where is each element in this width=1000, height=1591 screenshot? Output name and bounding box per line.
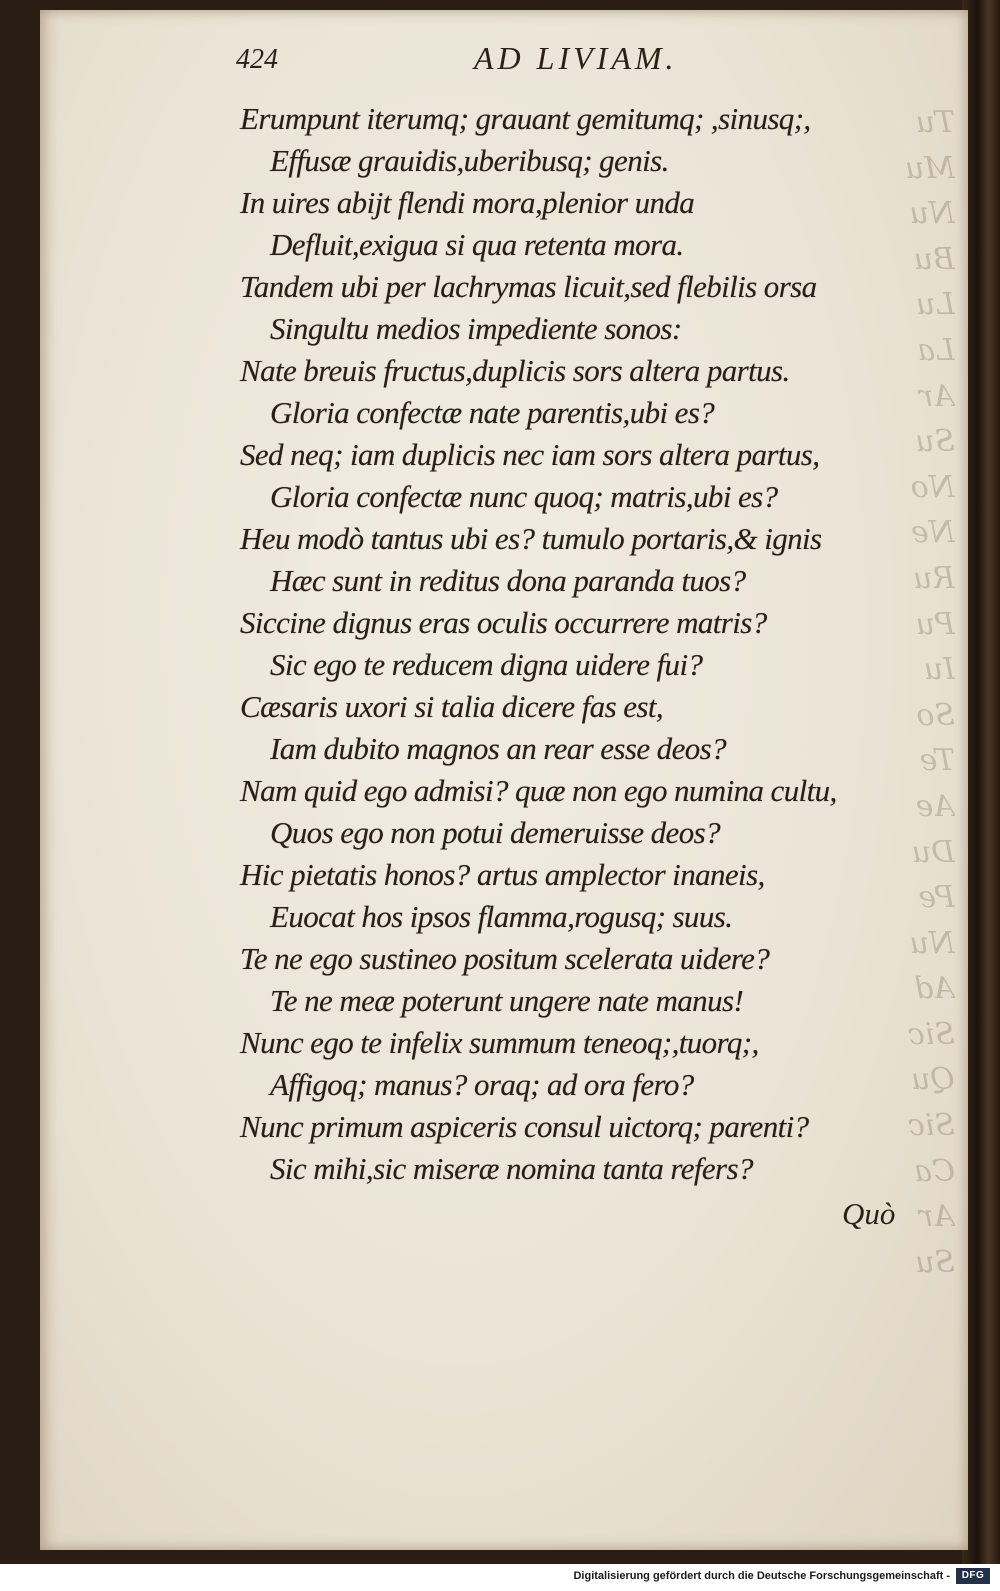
facing-page-fragment: Sic [908, 1016, 955, 1052]
facing-page-fragment: Ru [913, 560, 955, 596]
facing-page-fragment: Ad [914, 971, 955, 1007]
poem-line: Sed neq; iam duplicis nec iam sors altera partus, [240, 437, 820, 472]
facing-page-fragment: Tu [915, 105, 955, 140]
facing-page-fragment: So [916, 697, 955, 733]
facing-page-fragment: Te [919, 743, 955, 779]
funding-notice: Digitalisierung gefördert durch die Deutsche Forschungsgemeinschaft - [573, 1570, 950, 1582]
facing-page-fragment: Ne [910, 515, 955, 551]
page-header [0, 40, 1000, 88]
facing-page-fragment: Su [915, 1244, 955, 1280]
poem-line: Te ne meæ poterunt ungere nate manus! [270, 983, 744, 1018]
facing-page-fragment: Nu [909, 925, 955, 961]
facing-page-fragment: No [910, 469, 955, 505]
facing-page-fragment: Ca [914, 1153, 955, 1189]
poem-line: Hic pietatis honos? artus amplector inaneis, [240, 857, 765, 892]
poem-line: Euocat hos ipsos flamma,rogusq; suus. [270, 899, 733, 934]
facing-page-fragment: Pe [918, 880, 955, 916]
poem-line: Nate breuis fructus,duplicis sors altera partus. [240, 353, 790, 388]
facing-page-fragment: Qu [911, 1062, 955, 1098]
facing-page-fragment: Du [911, 834, 955, 870]
poem-line: Nunc ego te infelix summum teneoq;,tuorq;, [240, 1025, 759, 1060]
poem-line: Nunc primum aspiceris consul uictorq; parenti? [240, 1109, 809, 1144]
facing-page-fragment: La [917, 332, 955, 368]
facing-page-fragment: Ar [918, 1199, 955, 1235]
poem-line: Siccine dignus eras oculis occurrere matris? [240, 605, 767, 640]
dfg-logo: DFG [956, 1568, 990, 1584]
facing-page-fragment: Pu [915, 606, 955, 642]
poem-line: Heu modò tantus ubi es? tumulo portaris,& ignis [240, 521, 822, 556]
poem-line: In uires abijt flendi mora,plenior unda [240, 185, 695, 220]
facing-page-fragment: Mu [904, 150, 955, 186]
poem-line: Quos ego non potui demeruisse deos? [270, 815, 720, 850]
poem-line: Defluit,exigua si qua retenta mora. [270, 227, 684, 262]
page-number: 424 [236, 44, 278, 75]
poem-line: Tandem ubi per lachrymas licuit,sed flebilis orsa [240, 269, 817, 304]
poem-line: Cæsaris uxori si talia dicere fas est, [240, 689, 663, 724]
poem-line: Affigoq; manus? oraq; ad ora fero? [270, 1067, 694, 1102]
facing-page-fragment: Ae [915, 788, 955, 824]
facing-page-fragment: Ar [918, 378, 955, 414]
poem-line: Nam quid ego admisi? quæ non ego numina cultu, [240, 773, 837, 808]
digitization-footer [0, 1564, 1000, 1591]
poem-line: Erumpunt iterumq; grauant gemitumq; ,sinusq;, [240, 101, 811, 136]
facing-page-fragment: Bu [913, 241, 955, 277]
poem-line: Gloria confectæ nate parentis,ubi es? [270, 395, 715, 430]
poem-line: Iam dubito magnos an rear esse deos? [270, 731, 726, 766]
running-head: AD LIVIAM. [474, 40, 678, 76]
poem-line: Effusæ grauidis,uberibusq; genis. [270, 143, 669, 178]
poem-line: Singultu medios impediente sonos: [270, 311, 682, 346]
poem-line: Gloria confectæ nunc quoq; matris,ubi es? [270, 479, 778, 514]
poem-line: Hæc sunt in reditus dona paranda tuos? [270, 563, 746, 598]
catchword: Quò [842, 1196, 896, 1231]
poem-line: Sic ego te reducem digna uidere fui? [270, 647, 703, 682]
facing-page-fragment: Nu [909, 196, 955, 232]
facing-page-fragment: Sic [908, 1108, 955, 1144]
poem-text-block [240, 98, 880, 1190]
poem-line: Sic mihi,sic miseræ nomina tanta refers? [270, 1151, 753, 1186]
poem-line: Te ne ego sustineo positum scelerata uidere? [240, 941, 770, 976]
facing-page-fragment: Iu [923, 652, 955, 688]
facing-page-fragment: Lu [915, 287, 955, 323]
facing-page-fragment: Su [915, 424, 955, 460]
